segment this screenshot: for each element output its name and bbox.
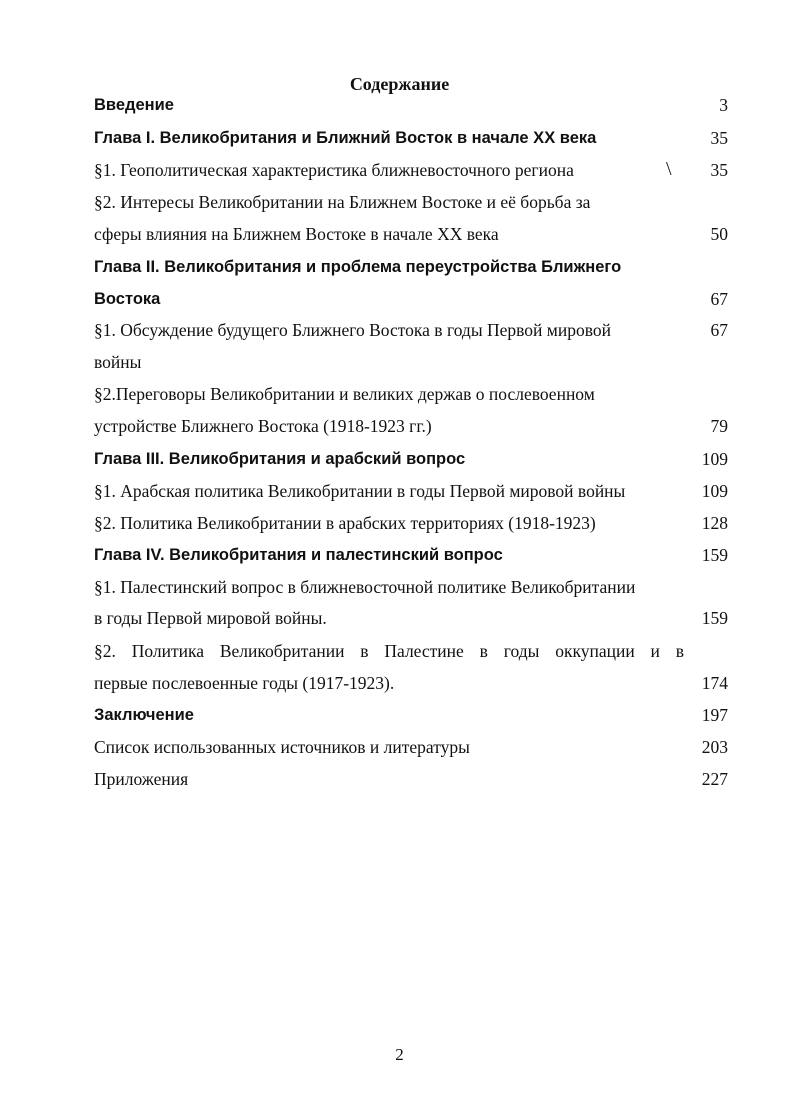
toc-entry-ch1-sec2-line1 (94, 190, 728, 214)
toc-entry-ch1-sec1 (94, 158, 728, 182)
toc-entry-page: 109 (701, 449, 728, 469)
toc-entry-introduction (94, 93, 728, 117)
page-number: 2 (395, 1045, 404, 1064)
toc-entry-text: §2. Политика Великобритании в Палестине в годы оккупации и в (94, 641, 684, 661)
toc-entry-text: §2. Политика Великобритании в арабских территориях (1918-1923) (94, 513, 596, 533)
toc-entry-page: 67 (710, 289, 728, 309)
toc-entry-page: 79 (710, 416, 728, 436)
toc-entry-text: Глава III. Великобритания и арабский вопрос (94, 450, 466, 468)
toc-entry-text: Глава II. Великобритания и проблема переустройства Ближнего (94, 258, 622, 276)
toc-entry-text: Востока (94, 290, 161, 308)
toc-entry-page: 67 (710, 320, 728, 340)
toc-entry-text: Заключение (94, 706, 194, 724)
toc-entry-chapter-2-line1 (94, 255, 728, 279)
toc-entry-page: 3 (719, 95, 728, 115)
toc-entry-text: §1. Геополитическая характеристика ближневосточного региона (94, 160, 574, 180)
toc-entry-text: первые послевоенные годы (1917-1923). (94, 673, 395, 693)
toc-entry-ch4-sec1-line1 (94, 575, 728, 599)
page-title: Содержание (349, 74, 450, 94)
toc-entry-text: §1. Палестинский вопрос в ближневосточной политике Великобритании (94, 577, 636, 597)
toc-entry-text: войны (94, 352, 142, 372)
toc-entry-ch1-sec2-line2 (94, 222, 728, 246)
toc-entry-ch4-sec1-line2 (94, 606, 728, 630)
toc-entry-page: 227 (701, 769, 728, 789)
toc-entry-text: в годы Первой мировой войны. (94, 608, 327, 628)
toc-entry-ch3-sec2 (94, 511, 728, 535)
toc-entry-page: 109 (701, 481, 728, 501)
toc-entry-page: 203 (701, 737, 728, 757)
toc-entry-text: §1. Обсуждение будущего Ближнего Востока в годы Первой мировой (94, 320, 611, 340)
toc-entry-chapter-1 (94, 126, 728, 150)
toc-entry-text: Введение (94, 96, 174, 114)
toc-entry-page: 159 (701, 545, 728, 565)
toc-entry-ch3-sec1 (94, 479, 728, 503)
toc-entry-chapter-3 (94, 447, 728, 471)
toc-entry-text: устройстве Ближнего Востока (1918-1923 гг.) (94, 416, 432, 436)
toc-entry-page: 50 (710, 224, 728, 244)
toc-entry-page: 197 (701, 705, 728, 725)
toc-entry-appendices (94, 767, 728, 791)
toc-entry-ch2-sec1-line1 (94, 318, 728, 342)
toc-entry-text: §1. Арабская политика Великобритании в годы Первой мировой войны (94, 481, 626, 501)
toc-entry-text: Глава I. Великобритания и Ближний Восток в начале XX века (94, 129, 597, 147)
toc-entry-ch4-sec2-line2 (94, 671, 728, 695)
toc-entry-text: §2.Переговоры Великобритании и великих держав о послевоенном (94, 384, 595, 404)
toc-entry-text: Глава IV. Великобритания и палестинский вопрос (94, 546, 503, 564)
toc-entry-text: Приложения (94, 769, 189, 789)
toc-entry-page: 174 (701, 673, 728, 693)
toc-entry-ch2-sec2-line2 (94, 414, 728, 438)
toc-entry-text: сферы влияния на Ближнем Востоке в начале XX века (94, 224, 499, 244)
toc-entry-conclusion (94, 703, 728, 727)
toc-entry-page: 128 (701, 513, 728, 533)
toc-entry-page: 159 (701, 608, 728, 628)
margin-pen-mark: \ (666, 158, 672, 180)
toc-entry-page: 35 (710, 160, 728, 180)
toc-entry-page: 35 (710, 128, 728, 148)
toc-entry-text: Список использованных источников и литературы (94, 737, 470, 757)
toc-entry-ch2-sec1-line2 (94, 350, 728, 374)
toc-entry-ch4-sec2-line1 (94, 639, 728, 663)
toc-entry-bibliography (94, 735, 728, 759)
toc-entry-chapter-2-line2 (94, 287, 728, 311)
toc-entry-chapter-4 (94, 543, 728, 567)
toc-entry-text: §2. Интересы Великобритании на Ближнем Востоке и её борьба за (94, 192, 591, 212)
toc-entry-ch2-sec2-line1 (94, 382, 728, 406)
